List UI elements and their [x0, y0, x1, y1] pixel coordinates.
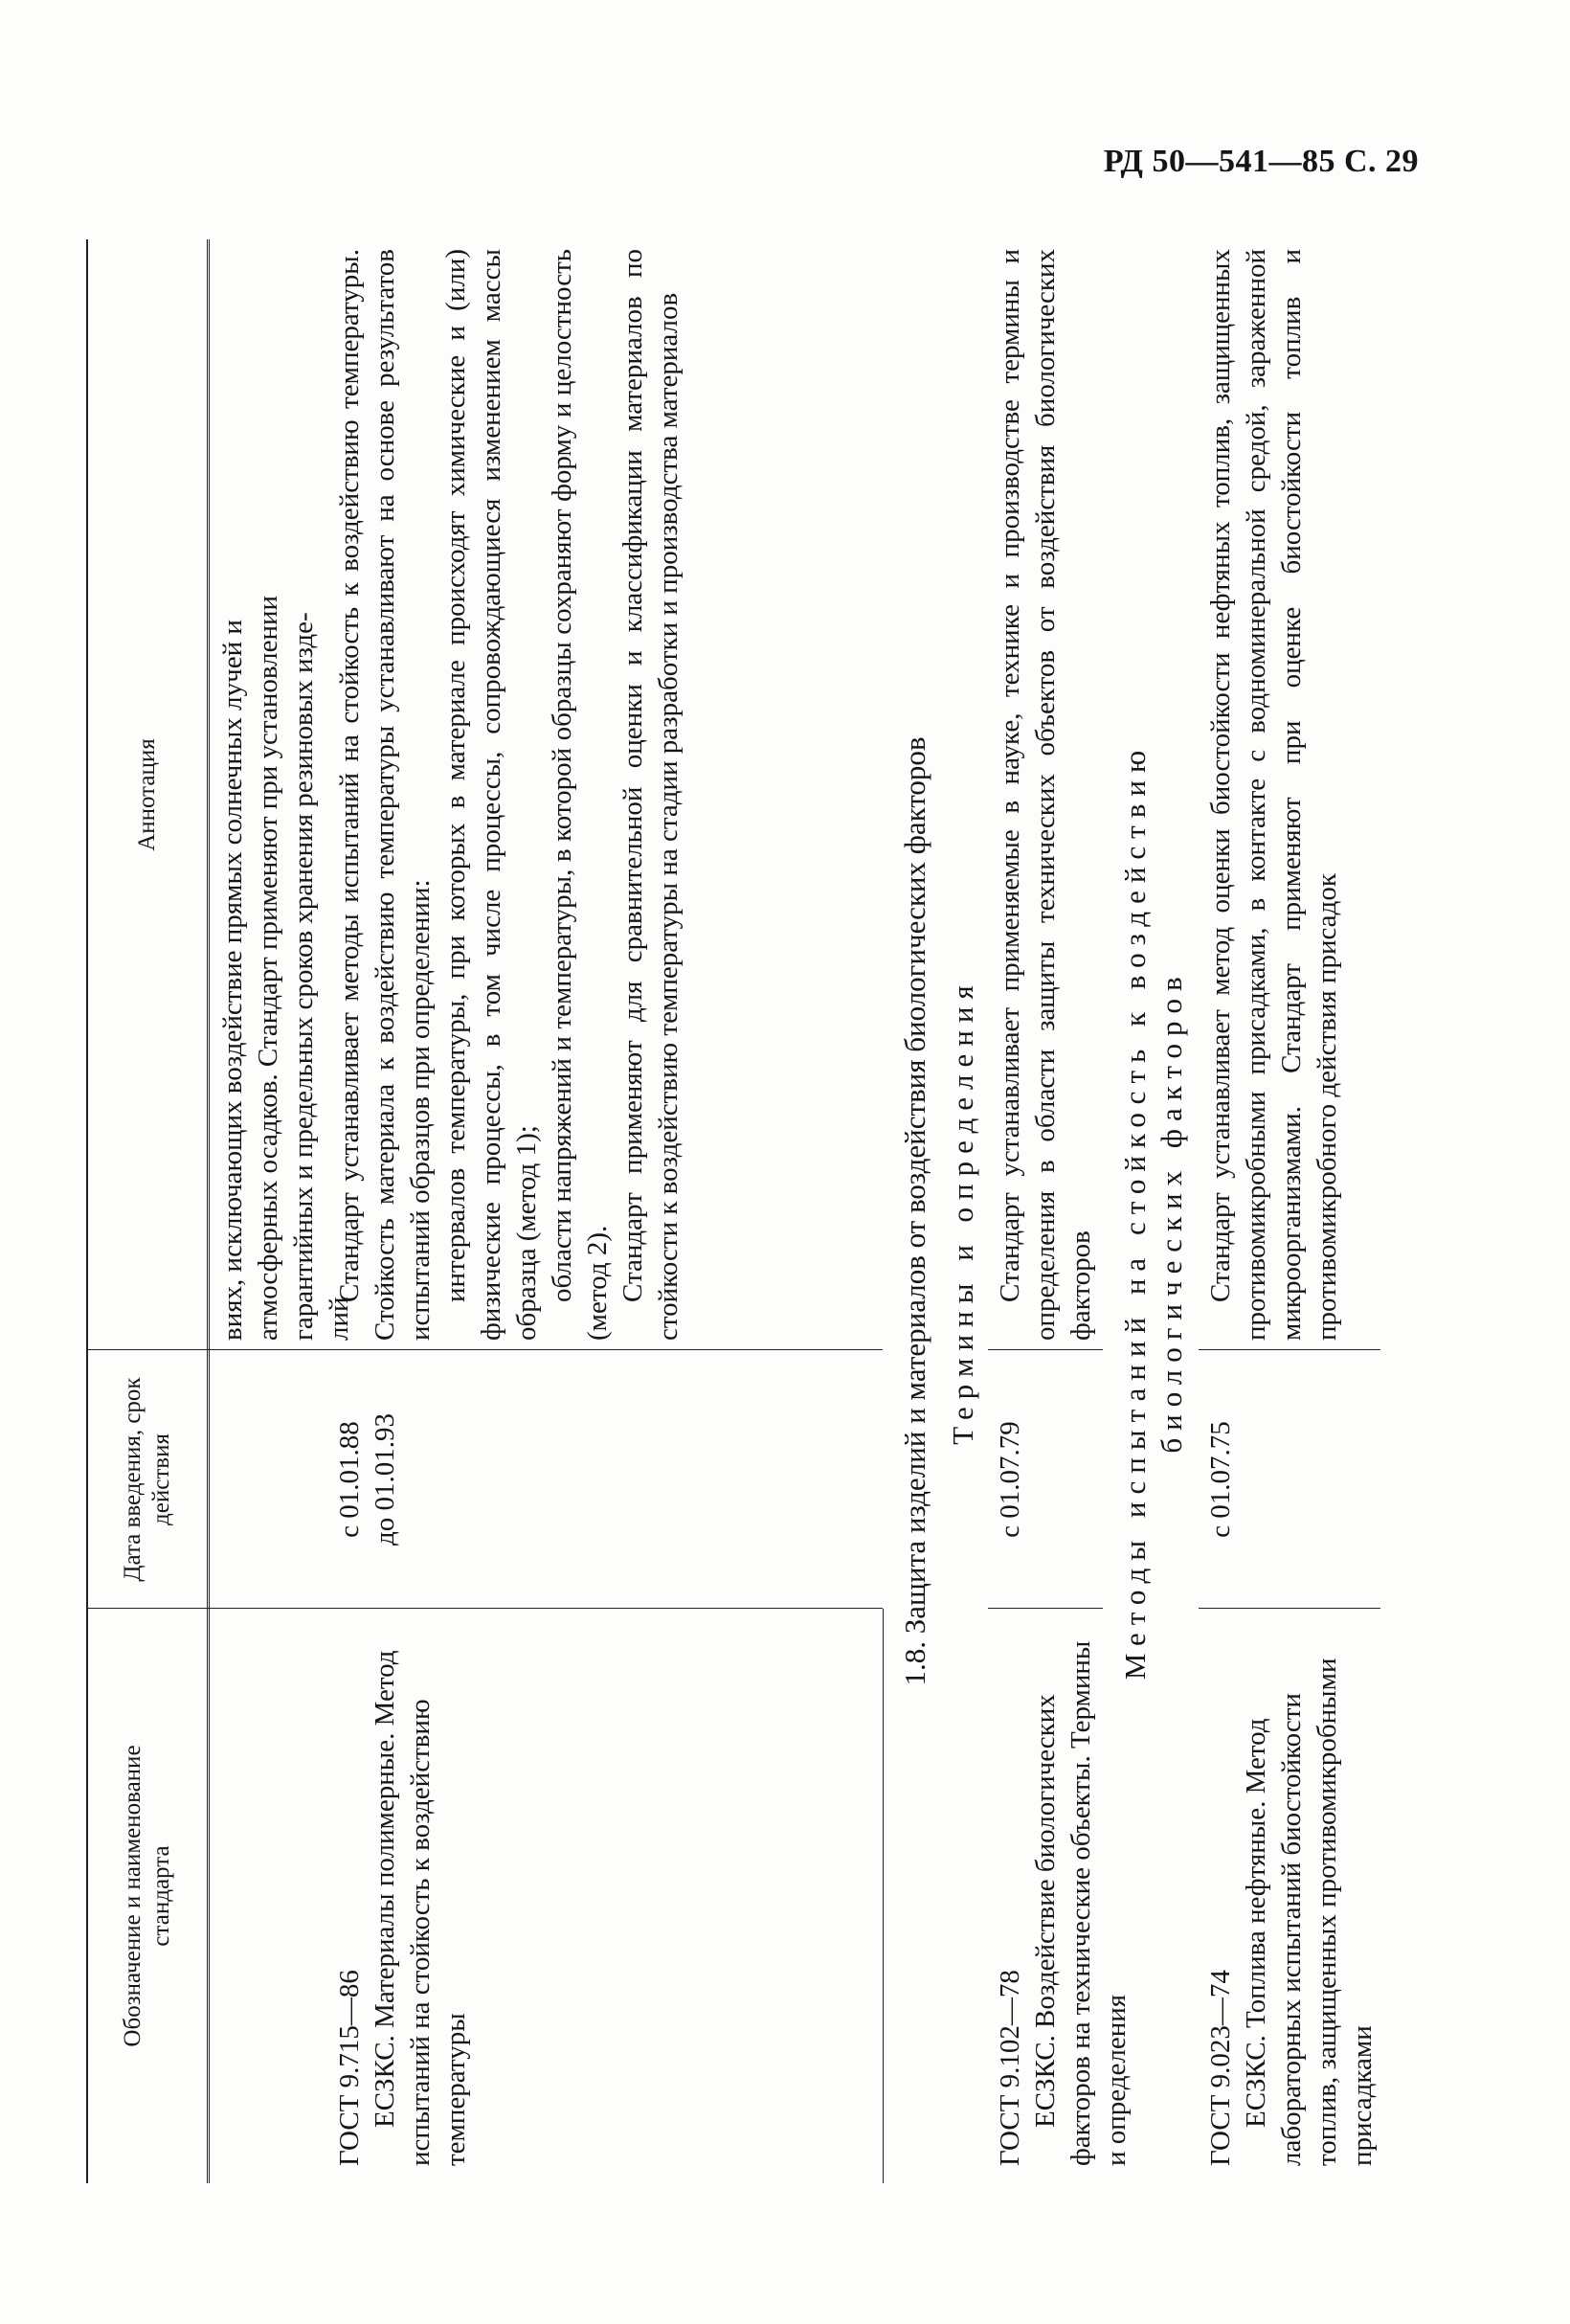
row-annotation: [332, 249, 686, 1341]
table-row-gost-9-102: [993, 1630, 1134, 2166]
annotation-paragraph: интервалов температуры, при которых в материале происходят химические и (или) физические процессы, в том числе процессы, сопровождающиеся изменением массы образца (метод 1);: [440, 249, 542, 1341]
date-from: с 01.07.79: [995, 1421, 1025, 1538]
table-body: [208, 239, 1424, 2183]
subsection-title-methods-line2: биологических факторов: [1155, 969, 1188, 1454]
section-title: 1.8. Защита изделий и материалов от воздействия биологических факторов: [898, 736, 931, 1686]
column-header-date: Дата введения, срок действия: [120, 1377, 174, 1582]
column-header-annotation: Аннотация: [134, 738, 160, 851]
table-header: [86, 239, 210, 2183]
row-dates: [993, 1369, 1028, 1590]
row-annotation: [1203, 249, 1345, 1341]
column-header-standard: Обозначение и наименование стандарта: [120, 1745, 174, 2047]
row-dates: [1203, 1369, 1239, 1590]
continuation-line: виях, исключающих воздействие прямых солнечных лучей и: [217, 620, 248, 1341]
standard-title: ЕСЗКС. Топлива нефтяные. Метод лабораторных испытаний биостойкости топлив, защищенных противомикробными присадками: [1241, 1658, 1378, 2166]
annotation-paragraph: области напряжений и температуры, в которой образцы сохраняют форму и целостность (метод 2).: [547, 249, 613, 1341]
date-from: с 01.07.75: [1205, 1421, 1236, 1538]
standard-code: ГОСТ 9.023—74: [1205, 1970, 1236, 2166]
table-row-gost-9-715: [332, 1630, 474, 2166]
annotation-paragraph: Стандарт применяют для сравнительной оценки и классификации материалов по стойкости к воздействию температуры на стадии разработки и производства материалов: [617, 249, 684, 1341]
table-row-gost-9-023: [1203, 1630, 1380, 2166]
subsection-title-methods: Методы испытаний на стойкость к воздействию: [1118, 742, 1152, 1681]
row-dates: [332, 1369, 403, 1590]
continuation-line: гарантийных и предельных сроков хранения резиновых изде-: [288, 612, 319, 1341]
annotation-paragraph: Стандарт устанавливает применяемые в науке, технике и производстве термины и определения в области защиты технических объектов от воздействия биологических факторов: [995, 249, 1096, 1341]
continuation-line: лий: [324, 1297, 354, 1341]
row-annotation: [993, 249, 1099, 1341]
continuation-line: атмосферных осадков. Стандарт применяют при установлении: [253, 595, 283, 1341]
page-header: РД 50—541—85 С. 29: [1103, 144, 1419, 179]
standards-table: [86, 239, 1426, 2183]
date-from: с 01.01.88: [334, 1421, 365, 1538]
standard-code: ГОСТ 9.102—78: [995, 1970, 1025, 2166]
subsection-title-terms: Термины и определения: [946, 978, 979, 1445]
standard-code: ГОСТ 9.715—86: [334, 1970, 365, 2166]
date-to: до 01.01.93: [370, 1413, 400, 1546]
annotation-paragraph: Стандарт устанавливает метод оценки биостойкости нефтяных топлив, защищенных противомикробными присадками, в контакте с водноминеральной средой, зараженной микроорганизмами. Стандарт применяют при оценке биостойкости топлив и противомикробного действия присадок: [1205, 249, 1342, 1341]
annotation-paragraph: Стандарт устанавливает методы испытаний на стойкость к воздействию температуры. Стойкость материала к воздействию температуры устанавливают на основе результатов испытаний образцов при определении:: [334, 249, 436, 1341]
standard-title: ЕСЗКС. Воздействие биологических факторов на технические объекты. Термины и определения: [1030, 1640, 1132, 2166]
standard-title: ЕСЗКС. Материалы полимерные. Метод испытаний на стойкость к воздействию температуры: [370, 1650, 471, 2166]
